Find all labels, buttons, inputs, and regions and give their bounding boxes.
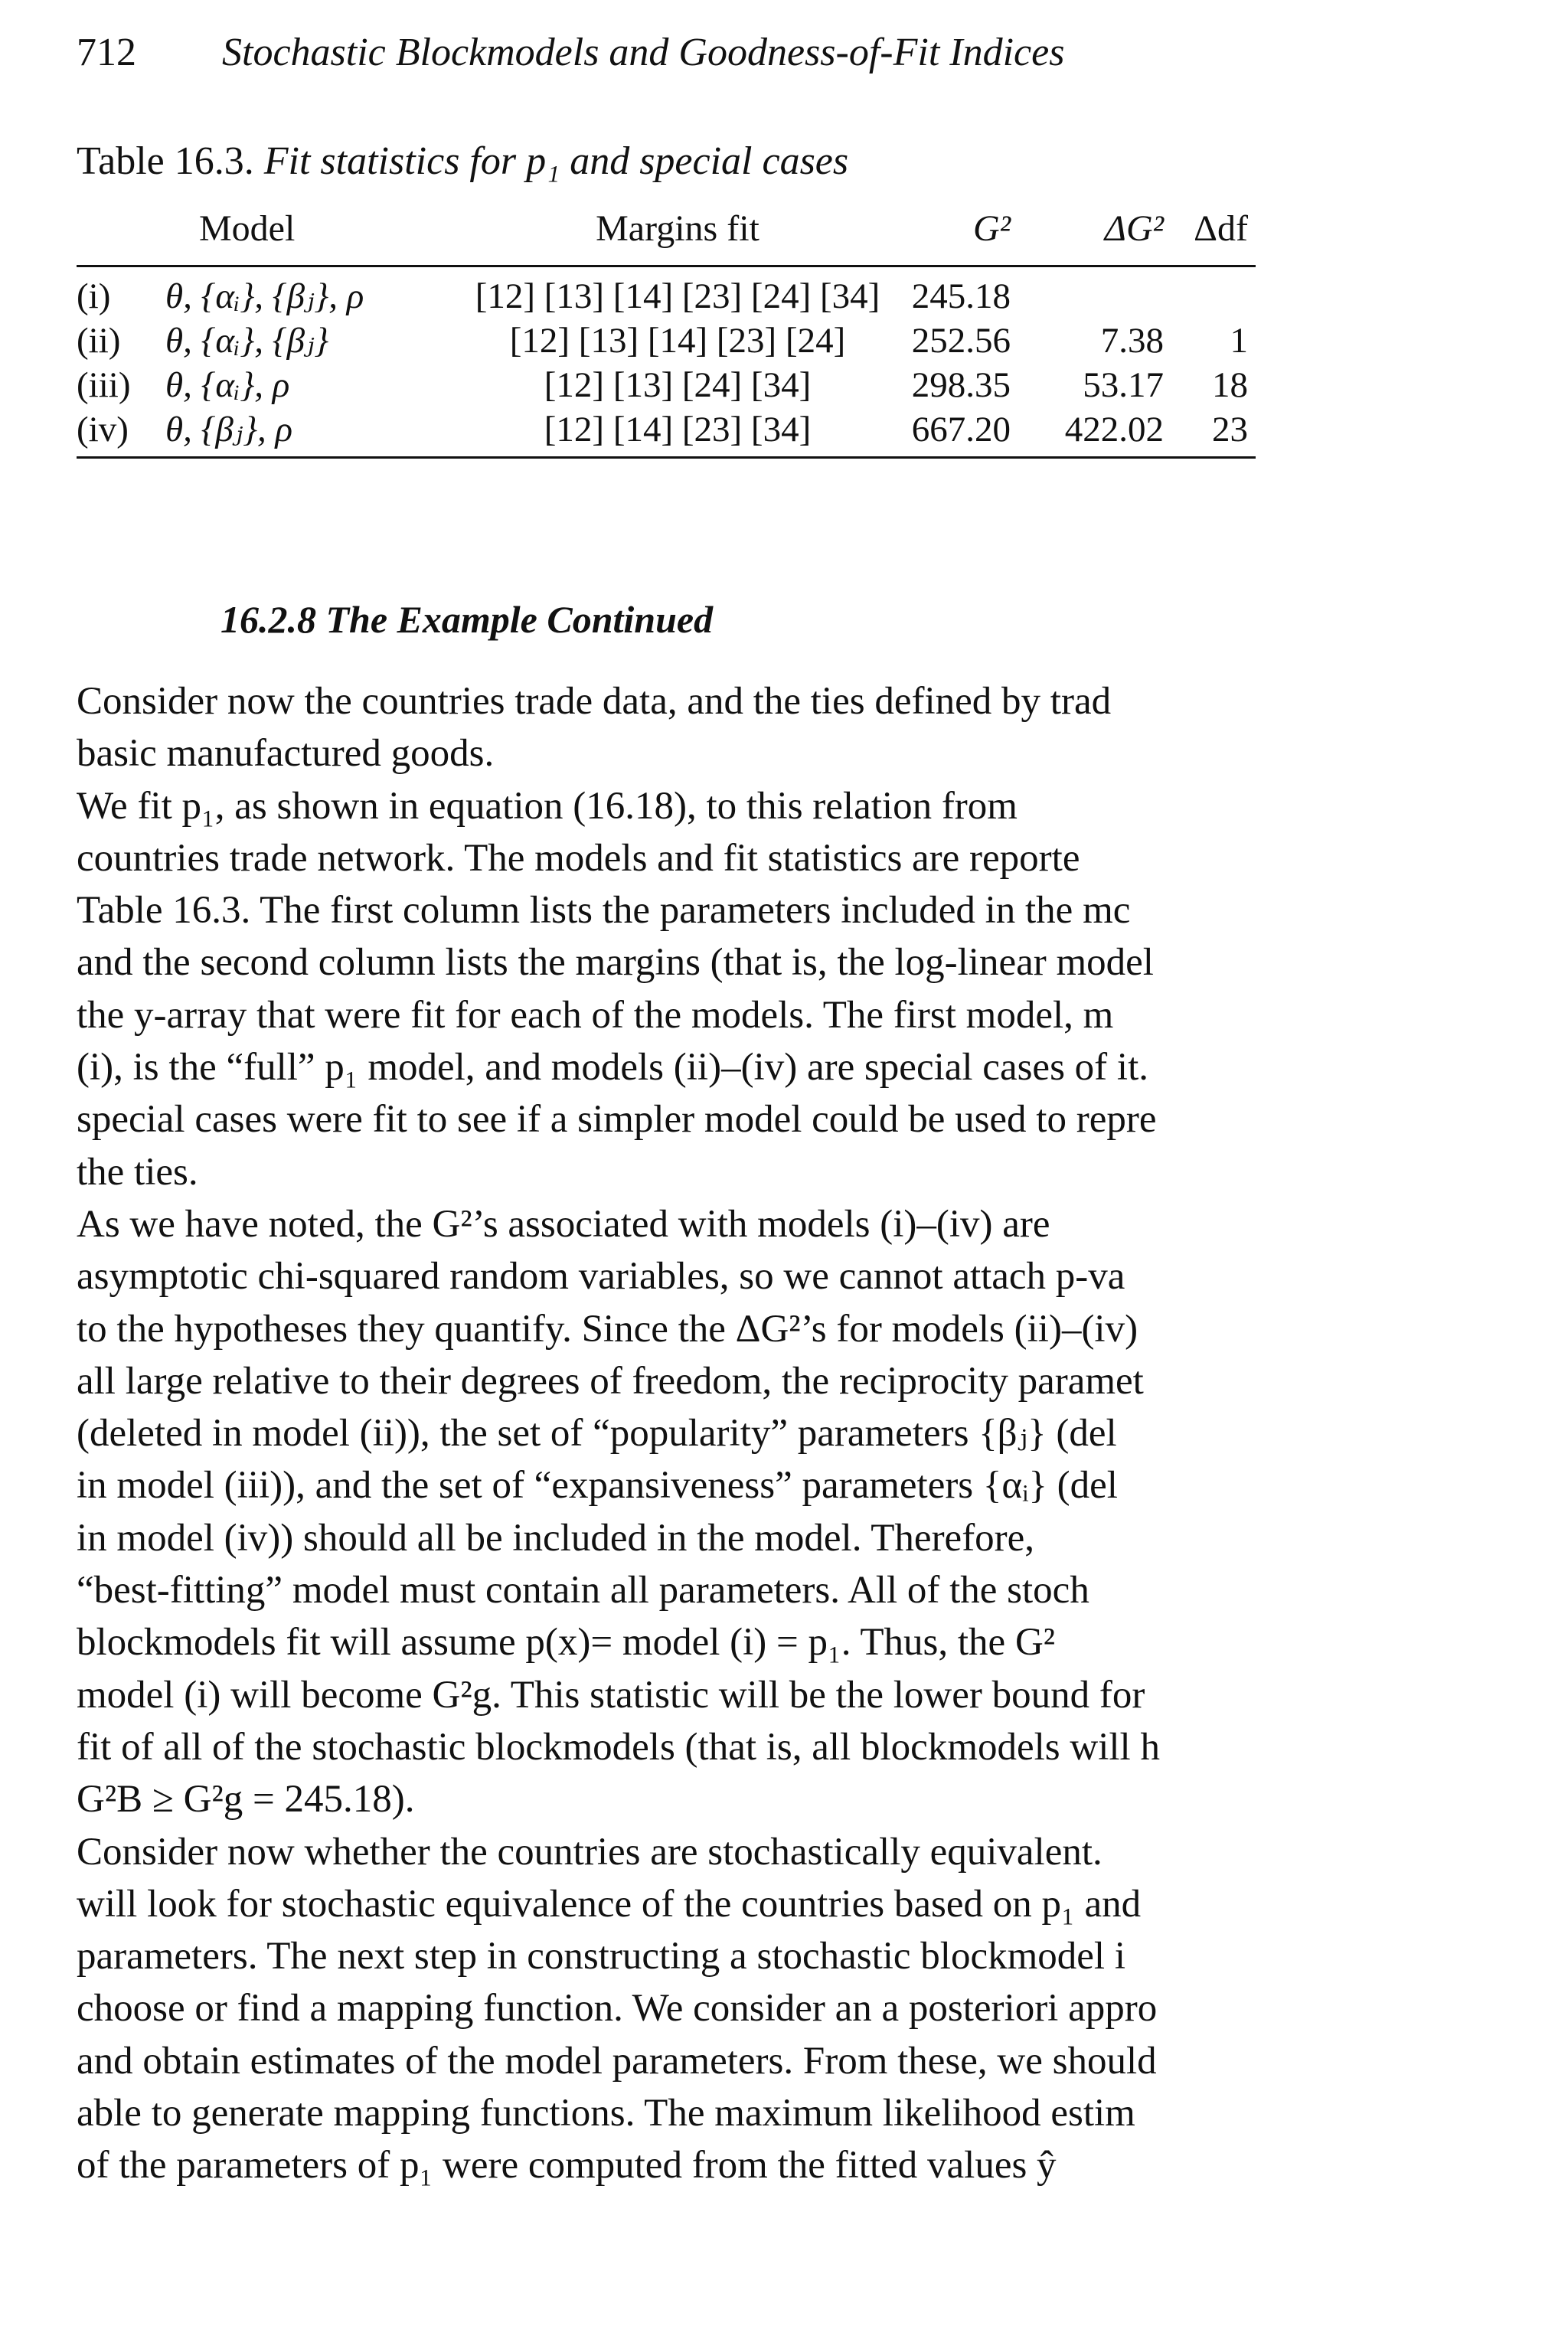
- column-header-delta-df: Δdf: [1194, 208, 1248, 249]
- text-line: of the parameters of p₁ were computed from the fitted values ŷ: [77, 2144, 1057, 2187]
- text-line: We fit p₁, as shown in equation (16.18), to this relation from: [77, 784, 1018, 828]
- text-line: in model (iii)), and the set of “expansiveness” parameters {αᵢ} (del: [77, 1464, 1118, 1508]
- table-row: [77, 319, 1256, 363]
- column-header-model: Model: [199, 208, 296, 249]
- table-row: [77, 274, 1256, 319]
- text-line: model (i) will become G²g. This statistic will be the lower bound for: [77, 1673, 1145, 1717]
- table-body: [77, 274, 1256, 452]
- row-margins: [12] [13] [14] [23] [24] [34]: [475, 276, 880, 316]
- table-caption: [77, 135, 848, 188]
- table-top-rule: [77, 265, 1256, 267]
- text-line: special cases were fit to see if a simpler model could be used to repre: [77, 1098, 1157, 1142]
- table-label: Table 16.3.: [77, 139, 254, 183]
- row-g2: 667.20: [911, 410, 1011, 449]
- column-header-g2: G²: [972, 208, 1011, 249]
- body-text: [77, 675, 1271, 2192]
- text-line: in model (iv)) should all be included in the model. Therefore,: [77, 1516, 1035, 1560]
- text-line: (deleted in model (ii)), the set of “popularity” parameters {βⱼ} (del: [77, 1412, 1117, 1456]
- row-g2: 298.35: [911, 365, 1011, 405]
- row-delta-df: 18: [1212, 365, 1248, 405]
- text-line: and obtain estimates of the model parameters. From these, we should: [77, 2039, 1157, 2083]
- row-number: (i): [77, 276, 111, 316]
- text-line: Consider now whether the countries are stochastically equivalent.: [77, 1830, 1102, 1874]
- text-line: As we have noted, the G²’s associated with models (i)–(iv) are: [77, 1202, 1050, 1246]
- text-line: Table 16.3. The first column lists the parameters included in the mc: [77, 889, 1131, 933]
- running-head: [77, 26, 1064, 80]
- text-line: countries trade network. The models and fit statistics are reporte: [77, 836, 1080, 880]
- text-line: (i), is the “full” p₁ model, and models (ii)–(iv) are special cases of it.: [77, 1046, 1148, 1090]
- fit-statistics-table: [77, 201, 1256, 449]
- row-delta-g2: 422.02: [1064, 410, 1164, 449]
- text-line: parameters. The next step in constructing a stochastic blockmodel i: [77, 1935, 1126, 1978]
- table-row: [77, 363, 1256, 407]
- text-line: “best-fitting” model must contain all parameters. All of the stoch: [77, 1569, 1089, 1612]
- text-line: able to generate mapping functions. The maximum likelihood estim: [77, 2092, 1135, 2135]
- row-margins: [12] [13] [24] [34]: [544, 365, 812, 405]
- row-delta-g2: 7.38: [1100, 321, 1164, 361]
- text-line: the y-array that were fit for each of the models. The first model, m: [77, 993, 1114, 1037]
- row-delta-df: 1: [1230, 321, 1248, 361]
- row-g2: 252.56: [911, 321, 1011, 361]
- row-model: θ, {αᵢ}, ρ: [165, 365, 290, 405]
- page-number: 712: [77, 31, 136, 74]
- row-number: (iv): [77, 410, 129, 449]
- row-g2: 245.18: [911, 276, 1011, 316]
- row-number: (iii): [77, 365, 131, 405]
- column-header-margins: Margins fit: [596, 208, 760, 249]
- section-heading: 16.2.8 The Example Continued: [220, 598, 714, 641]
- text-line: fit of all of the stochastic blockmodels (that is, all blockmodels will h: [77, 1725, 1160, 1769]
- text-line: blockmodels fit will assume p(x)= model (i) = p₁. Thus, the G²: [77, 1621, 1056, 1665]
- row-model: θ, {αᵢ}, {βⱼ}, ρ: [165, 276, 364, 316]
- row-margins: [12] [13] [14] [23] [24]: [509, 321, 846, 361]
- table-bottom-rule: [77, 456, 1256, 459]
- table-caption-text: Fit statistics for p₁ and special cases: [263, 139, 849, 183]
- row-delta-df: 23: [1212, 410, 1248, 449]
- text-line: all large relative to their degrees of freedom, the reciprocity paramet: [77, 1359, 1144, 1403]
- table-header-row: [77, 201, 1256, 263]
- text-line: to the hypotheses they quantify. Since the ΔG²’s for models (ii)–(iv): [77, 1307, 1138, 1351]
- row-number: (ii): [77, 321, 121, 361]
- text-line: choose or find a mapping function. We consider an a posteriori appro: [77, 1987, 1158, 2031]
- text-line: and the second column lists the margins (that is, the log-linear model: [77, 941, 1154, 985]
- text-line: asymptotic chi-squared random variables, so we cannot attach p-va: [77, 1255, 1125, 1299]
- running-title: Stochastic Blockmodels and Goodness-of-Fit Indices: [222, 31, 1065, 74]
- text-line: basic manufactured goods.: [77, 732, 495, 776]
- column-header-delta-g2: ΔG²: [1104, 208, 1164, 249]
- text-line: the ties.: [77, 1150, 198, 1194]
- row-model: θ, {αᵢ}, {βⱼ}: [165, 321, 329, 361]
- row-margins: [12] [14] [23] [34]: [544, 410, 812, 449]
- row-model: θ, {βⱼ}, ρ: [165, 410, 293, 449]
- row-delta-g2: 53.17: [1083, 365, 1164, 405]
- text-line: Consider now the countries trade data, and the ties defined by trad: [77, 680, 1112, 723]
- text-line: G²B ≥ G²g = 245.18).: [77, 1778, 415, 1821]
- table-row: [77, 407, 1256, 452]
- text-line: will look for stochastic equivalence of the countries based on p₁ and: [77, 1882, 1142, 1926]
